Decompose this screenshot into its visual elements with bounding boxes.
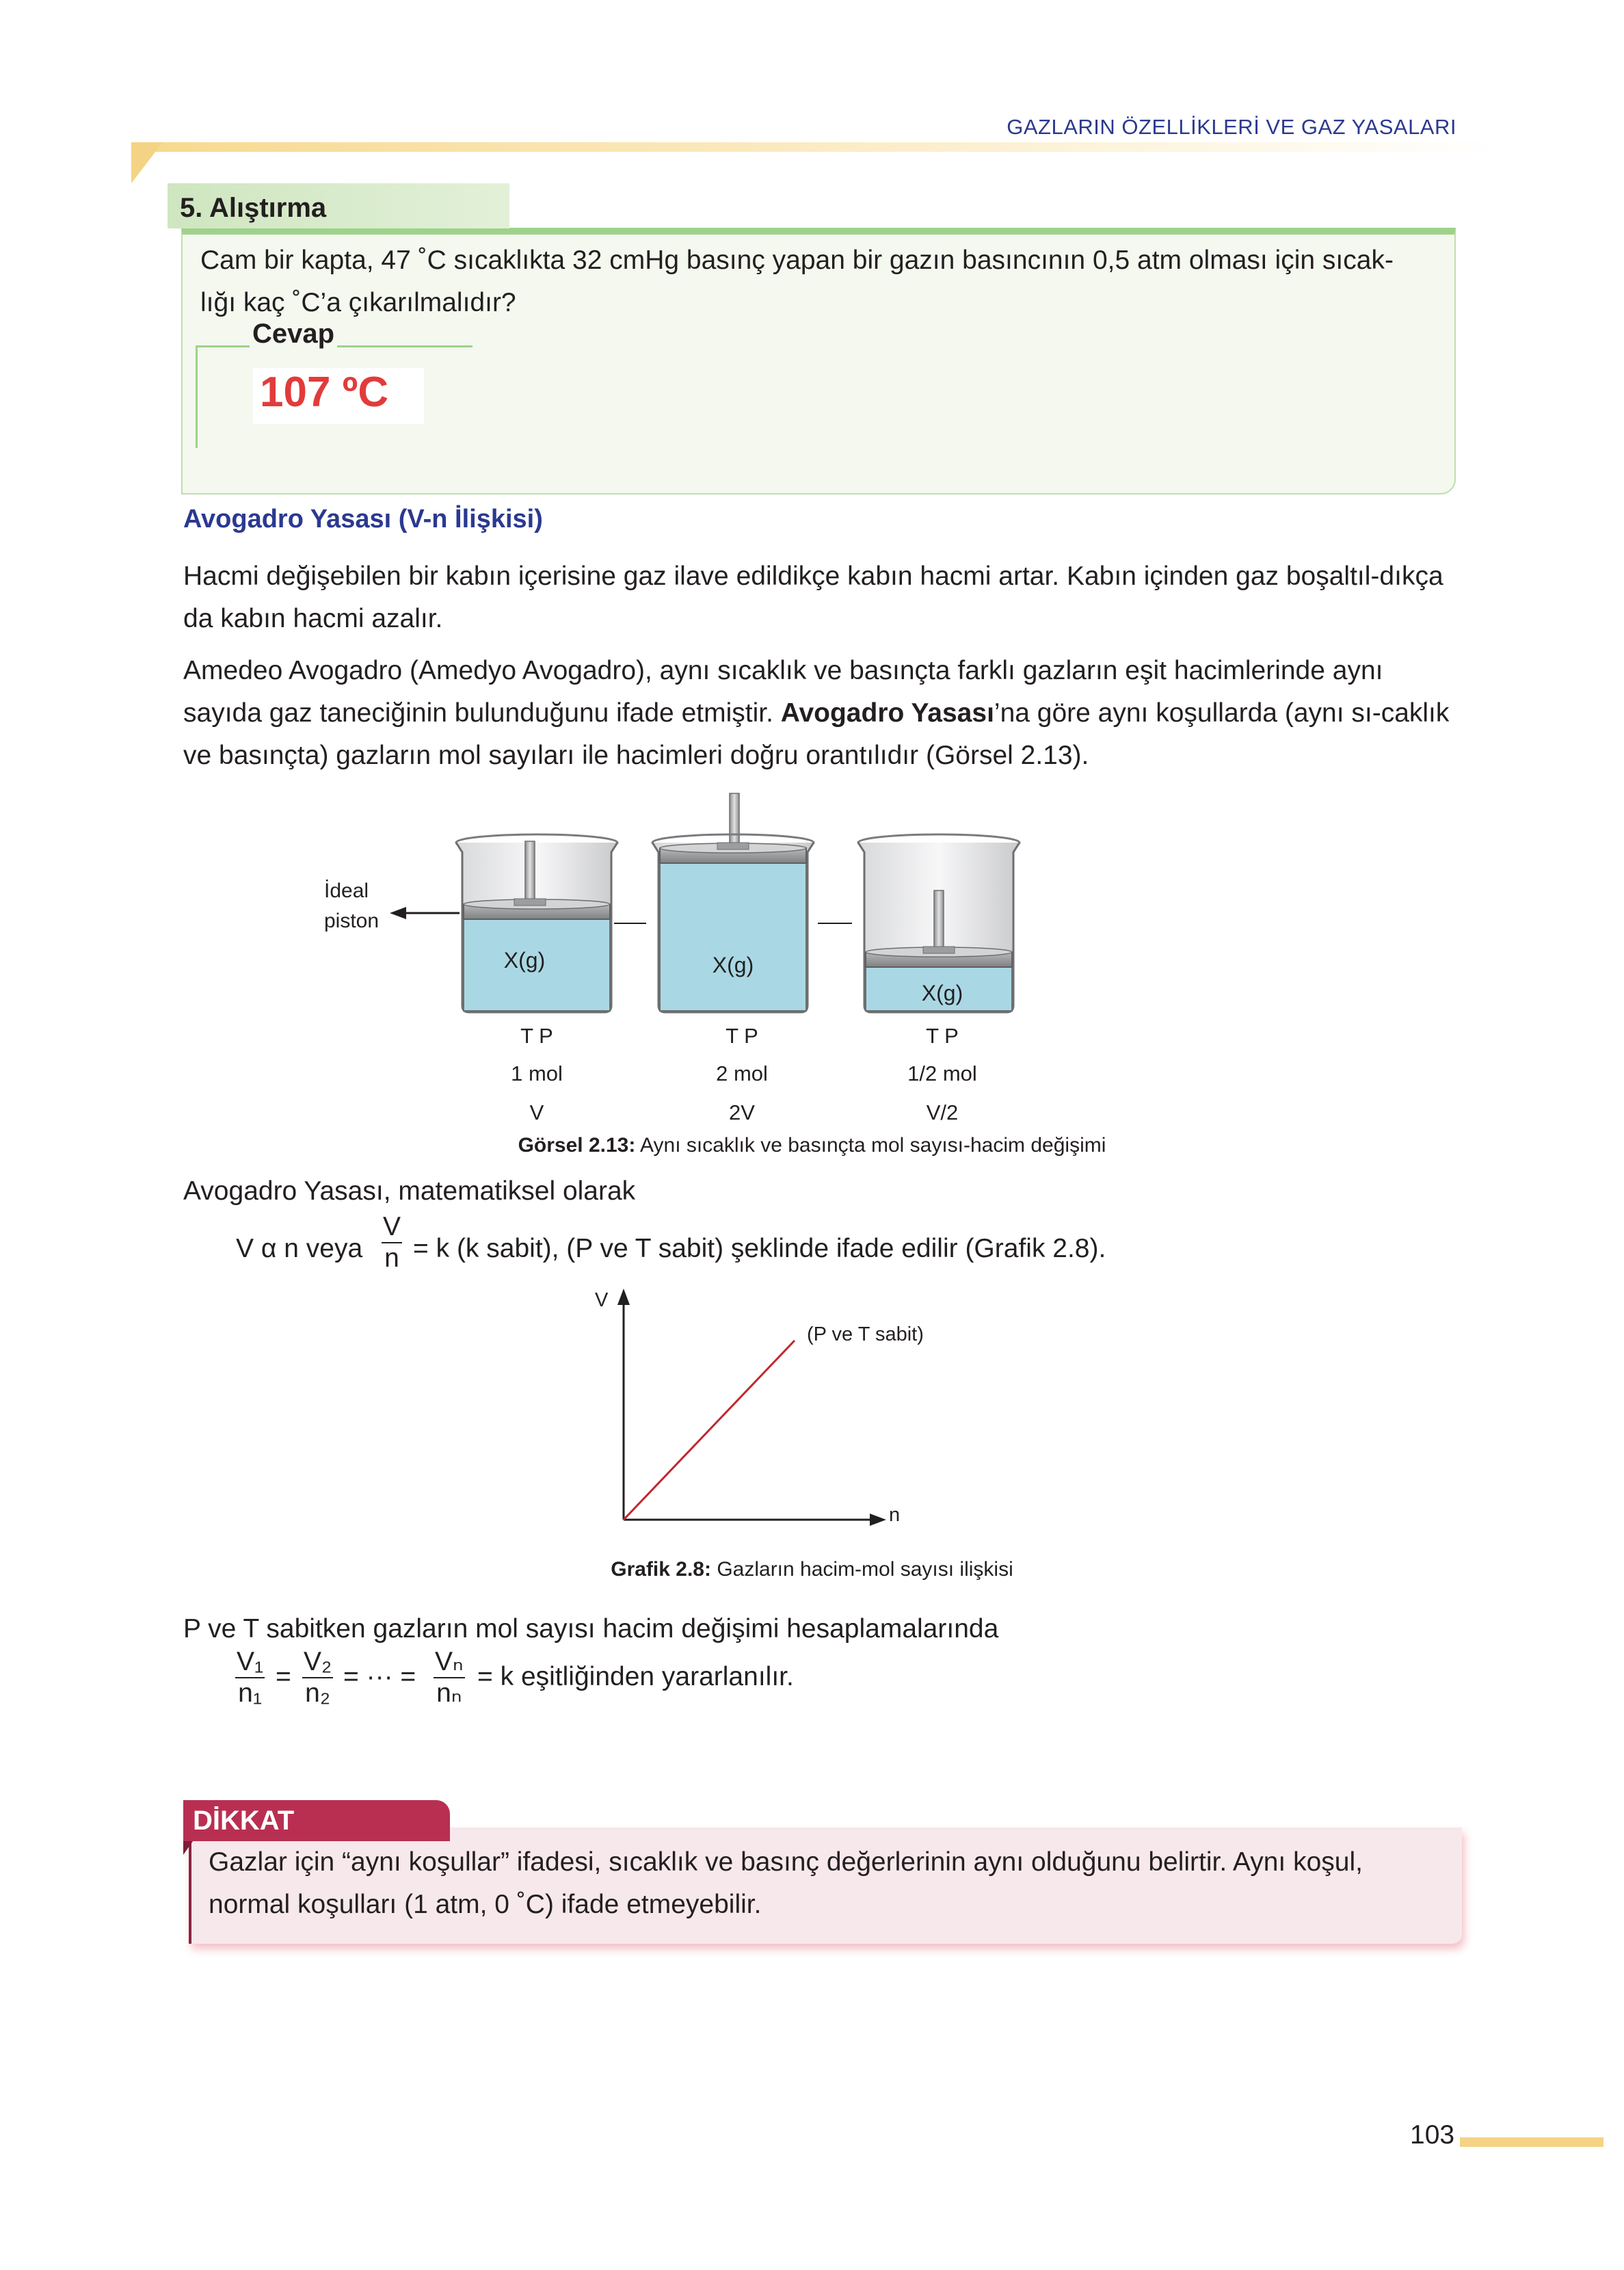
container-1 [456, 834, 617, 1012]
top-decor-corner [131, 142, 163, 183]
formula1-numerator: V [382, 1212, 402, 1243]
dikkat-tab-fold [183, 1841, 193, 1855]
chart-y-arrow [617, 1289, 630, 1305]
chart-series-label: (P ve T sabit) [807, 1323, 924, 1345]
formula1-suffix: = k (k sabit), (P ve T sabit) şeklinde ifade edilir (Grafik 2.8). [413, 1234, 1106, 1263]
mol-label-3: 1/2 mol [907, 1061, 977, 1085]
exercise-question [200, 239, 1438, 324]
figure-caption-bold: Görsel 2.13: [518, 1134, 636, 1157]
chart-series-line [624, 1341, 795, 1520]
answer-label: Cevap [250, 319, 337, 349]
formula2-suffix: = k eşitliğinden yararlanılır. [477, 1662, 794, 1691]
chart-caption-text: Gazların hacim-mol sayısı ilişkisi [710, 1558, 1013, 1581]
dikkat-text [209, 1841, 1446, 1926]
formula2-f3-num: Vₙ [434, 1647, 465, 1678]
formula2-f3-den: nₙ [436, 1678, 462, 1708]
chart-x-label: n [889, 1504, 901, 1526]
paragraph-2-start: Amedeo Avogadro (Amedyo Avogadro), aynı sıcaklık ve basınçta farklı gazların eşit hacimlerinde aynı sayıda gaz taneciğinin bulunduğunu ifade etmiştir. [183, 656, 1383, 728]
chart-y-label: V [595, 1289, 609, 1311]
dikkat-line-2: normal koşulları (1 atm, 0 ˚C) ifade etmeyebilir. [209, 1890, 762, 1919]
piston-label-2: piston [324, 910, 380, 932]
figure-caption [0, 1134, 1624, 1157]
volume-label-3: V/2 [926, 1100, 959, 1124]
chart-caption [0, 1558, 1624, 1581]
answer-value: 107 ºC [260, 369, 389, 416]
formula1-fraction [382, 1212, 402, 1273]
avogadro-figure [0, 780, 1624, 1149]
exercise-label [168, 183, 509, 228]
gas-label-2: X(g) [712, 953, 754, 977]
paragraph-1: Hacmi değişebilen bir kabın içerisine gaz ilave edildikçe kabın hacmi artar. Kabın içinden gaz boşaltıl-dıkça da kabın hacmi azalır. [183, 562, 1443, 633]
formula1-intro: Avogadro Yasası, matematiksel olarak [183, 1176, 636, 1206]
tp-label-2: T P [726, 1024, 758, 1048]
mol-label-1: 1 mol [511, 1061, 563, 1085]
paragraph-2-bold: Avogadro Yasası [780, 698, 994, 728]
section-title: Avogadro Yasası (V-n İlişkisi) [183, 505, 543, 533]
dikkat-line-1: Gazlar için “aynı koşullar” ifadesi, sıcaklık ve basınç değerlerinin aynı olduğunu belirtir. Aynı koşul, [209, 1847, 1363, 1877]
tp-label-1: T P [520, 1024, 553, 1048]
formula2-f1-den: n₁ [238, 1678, 263, 1708]
formula2-f2-num: V₂ [302, 1647, 333, 1678]
gas-label-1: X(g) [503, 948, 546, 973]
volume-label-2: 2V [729, 1100, 755, 1124]
formula2-fraction-2 [302, 1647, 333, 1708]
piston-label-1: İdeal [324, 880, 369, 902]
formula2-eq2: = ··· = [343, 1662, 416, 1691]
formula1-prefix: V α n veya [236, 1234, 363, 1263]
dikkat-label: DİKKAT [193, 1806, 295, 1836]
paragraph-2-end: ’na göre aynı koşullarda (aynı sı-caklık ve basınçta) gazların mol sayıları ile hacimleri doğru orantılıdır (Görsel 2.13). [183, 698, 1450, 770]
formula1-denominator: n [384, 1243, 399, 1273]
chart-x-arrow [870, 1514, 886, 1526]
piston-arrow-head [390, 907, 406, 919]
mol-label-2: 2 mol [716, 1061, 768, 1085]
volume-label-1: V [529, 1100, 544, 1124]
figure-caption-text: Aynı sıcaklık ve basınçta mol sayısı-hacim değişimi [635, 1134, 1106, 1157]
vn-chart [574, 1279, 998, 1532]
question-line-1: Cam bir kapta, 47 ˚C sıcaklıkta 32 cmHg basınç yapan bir gazın basıncının 0,5 atm olması için sıcak- [200, 246, 1394, 275]
formula2-f1-num: V₁ [235, 1647, 265, 1678]
question-line-2: lığı kaç ˚C’a çıkarılmalıdır? [200, 288, 516, 317]
page-number: 103 [1410, 2120, 1455, 2150]
answer-frame-left [196, 345, 198, 448]
dikkat-tab [183, 1800, 450, 1841]
container-2 [652, 793, 814, 1012]
paragraph-2 [183, 650, 1455, 777]
formula2-eq1: = [276, 1662, 291, 1691]
chart-caption-bold: Grafik 2.8: [611, 1558, 711, 1581]
formula2-f2-den: n₂ [305, 1678, 330, 1708]
formula2-intro: P ve T sabitken gazların mol sayısı hacim değişimi hesaplamalarında [183, 1614, 999, 1644]
tp-label-3: T P [926, 1024, 959, 1048]
exercise-label-text: 5. Alıştırma [180, 193, 327, 223]
formula2-fraction-3 [434, 1647, 465, 1708]
page-number-bar [1460, 2137, 1603, 2147]
chapter-header: GAZLARIN ÖZELLİKLERİ VE GAZ YASALARI [1007, 115, 1456, 139]
formula2-fraction-1 [235, 1647, 265, 1708]
top-decor-bar [131, 142, 1499, 152]
gas-label-3: X(g) [921, 981, 963, 1005]
